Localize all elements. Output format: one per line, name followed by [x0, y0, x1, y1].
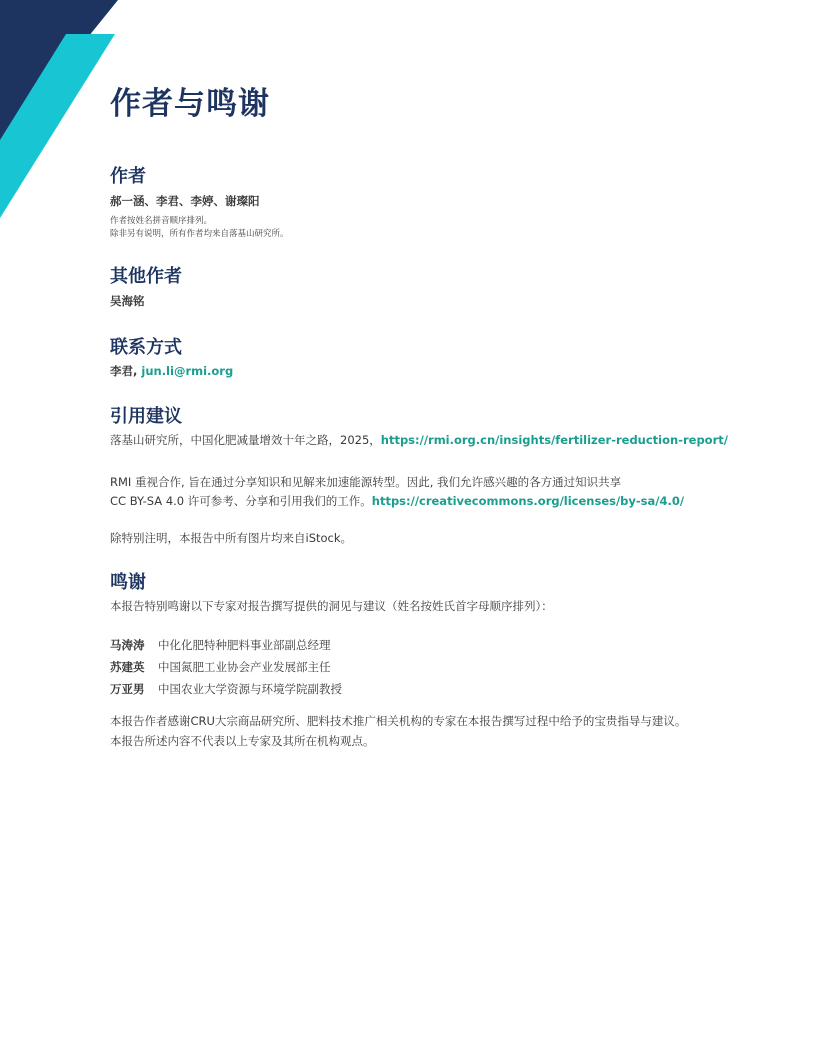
- page-title: 作者与鸣谢: [110, 86, 270, 122]
- authors-names: 郝一涵、李君、李婷、谢璨阳: [110, 194, 260, 208]
- acknowledgements-closing-1: 本报告作者感谢CRU大宗商品研究所、肥料技术推广相关机构的专家在本报告撰写过程中给予的宝贵指导与建议。: [110, 714, 687, 728]
- contact-email-link[interactable]: jun.li@rmi.org: [141, 364, 234, 378]
- contact-name: 李君,: [110, 364, 142, 378]
- other-authors-heading: 其他作者: [110, 266, 182, 287]
- citation-url-link[interactable]: https://rmi.org.cn/insights/fertilizer-reduction-report/: [380, 433, 728, 447]
- citation-line: [110, 432, 728, 448]
- license-line-2: [110, 493, 684, 509]
- expert-role: 中国氮肥工业协会产业发展部主任: [158, 660, 331, 674]
- expert-name: 马涛涛: [110, 638, 145, 652]
- expert-row: [110, 659, 331, 675]
- expert-role: 中化化肥特种肥料事业部副总经理: [158, 638, 331, 652]
- authors-note-order: 作者按姓名拼音顺序排列。: [110, 216, 213, 226]
- contact-heading: 联系方式: [110, 337, 182, 358]
- expert-row: [110, 637, 331, 653]
- citation-text: 落基山研究所，中国化肥减量增效十年之路，2025，: [110, 433, 381, 447]
- expert-name: 万亚男: [110, 682, 145, 696]
- authors-note-affiliation: 除非另有说明，所有作者均来自落基山研究所。: [110, 229, 289, 239]
- acknowledgements-intro: 本报告特别鸣谢以下专家对报告撰写提供的洞见与建议（姓名按姓氏首字母顺序排列）：: [110, 599, 553, 613]
- acknowledgements-heading: 鸣谢: [110, 572, 146, 593]
- acknowledgements-closing-2: 本报告所述内容不代表以上专家及其所在机构观点。: [110, 734, 375, 748]
- expert-row: [110, 681, 342, 697]
- other-authors-names: 吴海铭: [110, 294, 145, 308]
- contact-line: [110, 363, 233, 379]
- expert-name: 苏建英: [110, 660, 145, 674]
- license-url-link[interactable]: https://creativecommons.org/licenses/by-sa/4.0/: [371, 494, 685, 508]
- license-line-1: RMI 重视合作, 旨在通过分享知识和见解来加速能源转型。因此, 我们允许感兴趣的各方通过知识共享: [110, 475, 622, 489]
- authors-heading: 作者: [110, 166, 146, 187]
- images-note: 除特别注明，本报告中所有图片均来自iStock。: [110, 531, 353, 545]
- citation-heading: 引用建议: [110, 406, 182, 427]
- expert-role: 中国农业大学资源与环境学院副教授: [158, 682, 342, 696]
- license-text: CC BY-SA 4.0 许可参考、分享和引用我们的工作。: [110, 494, 372, 508]
